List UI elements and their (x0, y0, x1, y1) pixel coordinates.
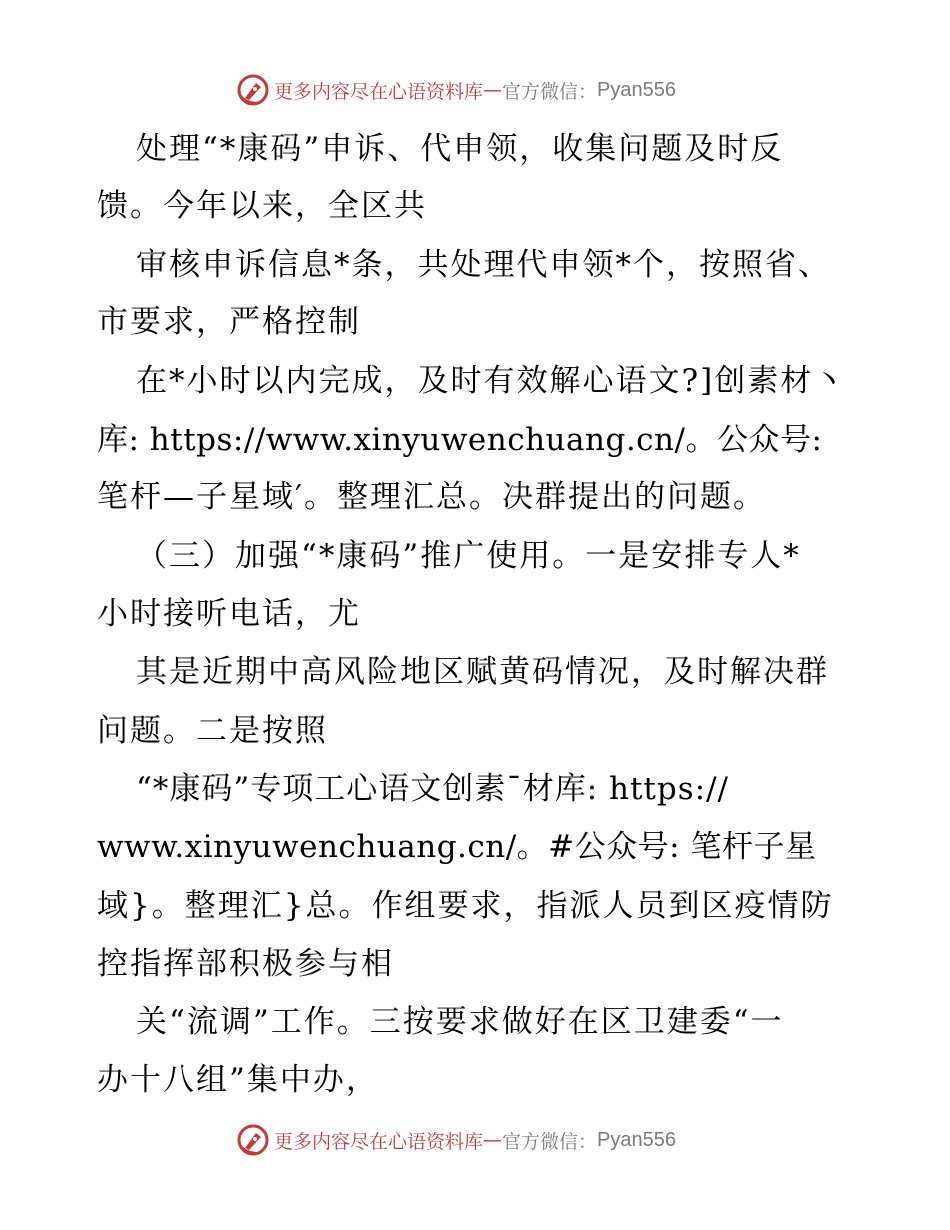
body-line: 控指挥部积极参与相 (97, 946, 394, 982)
banner-text: 更多内容尽在心语资料库 (274, 80, 484, 103)
body-line: 小时接听电话，尤 (97, 596, 361, 632)
body-line: 在*小时以内完成，及时有效解心语文?]创素材丶 (136, 363, 847, 399)
footer-banner (236, 1122, 736, 1158)
banner-wechat-id: Pyan556 (597, 1128, 676, 1151)
banner-official-label: 官方微信： (502, 80, 598, 103)
body-line: 库: https://www.xinyuwenchuang.cn/。公众号: (97, 422, 823, 458)
banner-wechat-id: Pyan556 (597, 78, 676, 101)
pen-nib-logo-icon (236, 73, 270, 107)
body-line: 问题。二是按照 (97, 713, 328, 749)
body-line: 办十八组”集中办， (97, 1062, 379, 1098)
pen-nib-logo-icon (236, 1123, 270, 1157)
banner-official-label: 官方微信： (502, 1130, 598, 1153)
body-line: 市要求，严格控制 (97, 304, 361, 340)
body-line: 馈。今年以来，全区共 (97, 188, 427, 224)
body-line: 关“流调”工作。三按要求做好在区卫建委“一 (136, 1004, 784, 1040)
banner-text: 更多内容尽在心语资料库 (274, 1130, 484, 1153)
banner-dash: — (483, 79, 503, 101)
banner-dash: — (483, 1129, 503, 1151)
body-line: www.xinyuwenchuang.cn/。#公众号: 笔杆子星 (97, 829, 817, 865)
body-line: 域}。整理汇}总。作组要求，指派人员到区疫情防 (97, 888, 834, 924)
body-line: “*康码”专项工心语文创素¯材库: https:// (136, 771, 729, 807)
body-line: 审核申诉信息*条，共处理代申领*个，按照省、 (136, 247, 831, 283)
body-line: 处理“*康码”申诉、代申领，收集问题及时反 (136, 131, 784, 167)
body-line: 其是近期中高风险地区赋黄码情况，及时解决群 (136, 654, 829, 690)
header-banner (236, 72, 736, 108)
body-line: 笔杆—子星域′。整理汇总。决群提出的问题。 (97, 479, 767, 515)
body-line: （三）加强“*康码”推广使用。一是安排专人* (136, 538, 801, 574)
